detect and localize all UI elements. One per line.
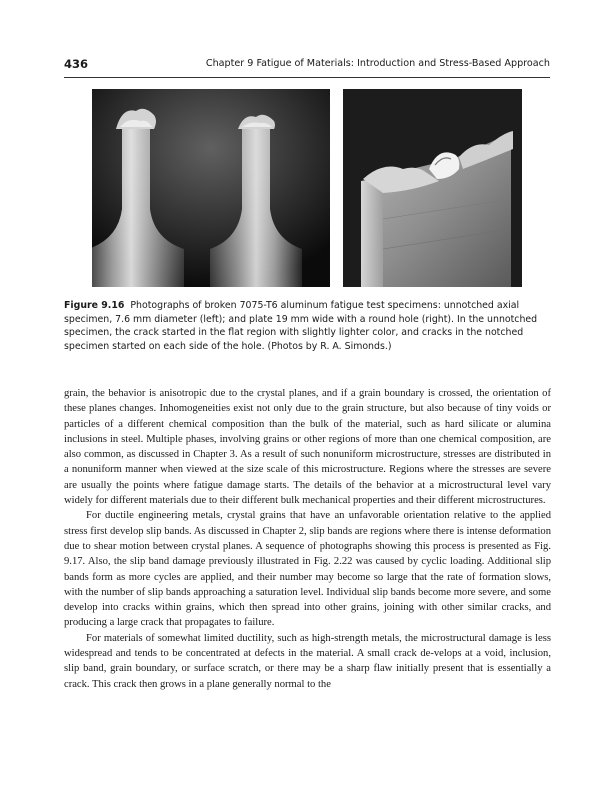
paragraph: grain, the behavior is anisotropic due to the crystal planes, and if a grain boundary is crossed, the orientation of these planes changes. Inhomogeneities exist not only due to the grain structure, but also because of tiny voids or particles of a different chemical composition than the bulk of the material, such as hard silicate or alumina inclusions in steel. Multiple phases, involving grains or other regions of more than one chemical composition, are also common, as discussed in Chapter 3. As a result of such nonuniform microstructure, stresses are distributed in a nonuniform manner when viewed at the size scale of this microstructure. Regions where the stresses are severe are usually the points where fatigue damage starts. The details of the behavior at a microstructural level vary widely for different materials due to their different bulk mechanical properties and their different microstructures. — [64, 388, 551, 507]
page-number: 436 — [64, 57, 89, 71]
unnotched-specimens-illustration — [92, 89, 330, 287]
paragraph: For ductile engineering metals, crystal grains that have an unfavorable orientation relative to the applied stress first develop slip bands. As discussed in Chapter 2, slip bands are regions where there is intense deformation due to shear motion between crystal planes. A sequence of photographs showing this process is presented as Fig. 9.17. Also, the slip band damage previously illustrated in Fig. 2.22 was caused by cyclic loading. Additional slip bands form as more cycles are applied, and their number may become so large that the rate of formation slows, with the number of slip bands approaching a saturation level. Individual slip bands become more severe, and some develop into cracks within grains, which then spread into other grains, joining with other similar cracks, and producing a large crack that propagates to failure. — [64, 510, 551, 629]
figure-caption-text: Photographs of broken 7075-T6 aluminum fatigue test specimens: unnotched axial specimen, 7.6 mm diameter (left); and plate 19 mm wide with a round hole (right). In the unnotched specimen, the crack started in the flat region with slightly lighter color, and cracks in the notched specimen started on each side of the hole. (Photos by R. A. Simonds.) — [64, 300, 538, 352]
photo-unnotched-specimens — [92, 89, 330, 287]
header-rule — [64, 77, 550, 78]
body-text — [64, 386, 551, 692]
paragraph: For materials of somewhat limited ductility, such as high-strength metals, the microstructural damage is less widespread and tends to be concentrated at defects in the material. A small crack de-velops at a void, inclusion, slip band, grain boundary, or surface scratch, or there may be a sharp flaw initially present that is essentially a crack. This crack then grows in a plane generally normal to the — [64, 632, 551, 690]
figure-label: Figure 9.16 — [64, 300, 125, 311]
notched-plate-illustration — [343, 89, 522, 287]
running-head: Chapter 9 Fatigue of Materials: Introduction and Stress-Based Approach — [205, 58, 550, 69]
photo-notched-plate-specimen — [343, 89, 522, 287]
page-header — [64, 57, 550, 75]
figure-caption — [64, 299, 550, 353]
